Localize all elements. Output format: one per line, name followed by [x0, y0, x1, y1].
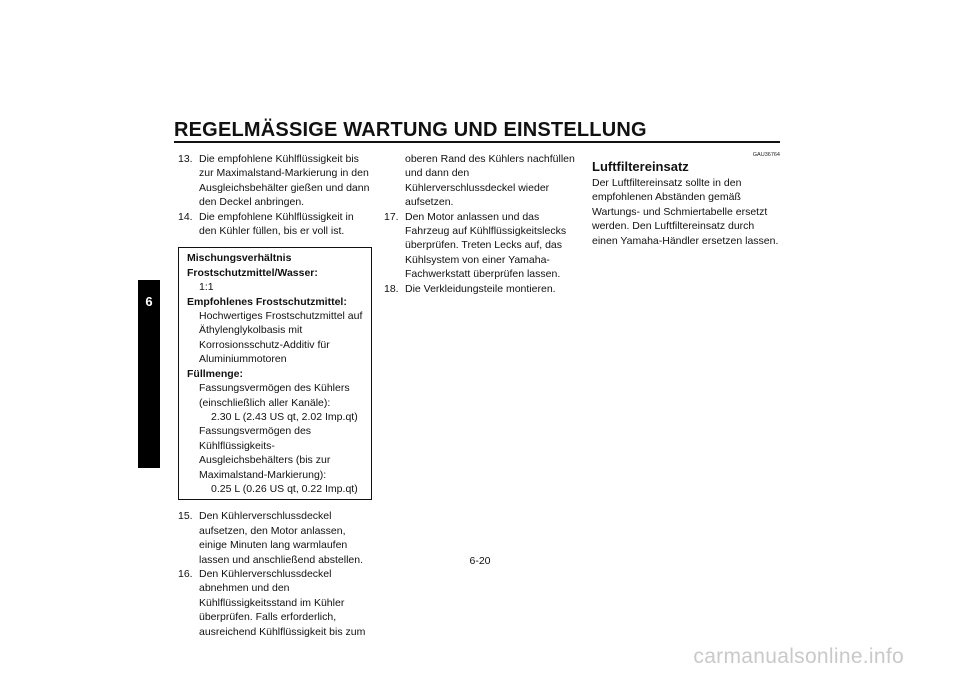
capacity-label: Füllmenge: [187, 367, 244, 380]
step-number: 14. [178, 210, 193, 223]
step-text: Den Kühlerverschlussdeckel aufsetzen, den Motor anlassen, einige Minuten lang warmlaufen lassen und anschließend abstellen. [199, 510, 364, 566]
step-13 [178, 152, 374, 210]
column-1 [178, 152, 374, 639]
step-text: Die empfohlene Kühlflüssigkeit in den Kühler füllen, bis er voll ist. [199, 210, 354, 238]
step-16-continuation [384, 152, 580, 210]
step-number: 15. [178, 510, 193, 523]
step-number: 16. [178, 567, 193, 580]
step-text: Den Kühlerverschlussdeckel abnehmen und den Kühlflüssigkeitsstand im Kühler überprüfen. Falls erforderlich, ausreichend Kühlflüssigkeit bis zum [199, 567, 366, 638]
step-number: 13. [178, 153, 193, 165]
antifreeze-label: Empfohlenes Frostschutzmittel: [187, 295, 347, 308]
page-number: 6-20 [469, 555, 491, 567]
step-text: Die empfohlene Kühlflüssigkeit bis zur Maximalstand-Markierung in den Ausgleichsbehälter gießen und dann den Deckel anbringen. [199, 153, 370, 209]
reservoir-capacity-value: 0.25 L (0.26 US qt, 0.22 Imp.qt) [211, 482, 358, 495]
radiator-capacity-value: 2.30 L (2.43 US qt, 2.02 Imp.qt) [211, 410, 358, 423]
step-16 [178, 567, 374, 639]
reference-code: GAU36764 [752, 152, 780, 158]
step-18 [384, 282, 580, 296]
ratio-label: Mischungsverhältnis Frostschutzmittel/Wasser: [187, 252, 318, 279]
step-15 [178, 509, 374, 567]
step-text: Den Motor anlassen und das Fahrzeug auf Kühlflüssigkeitslecks überprüfen. Treten Lecks auf, das Kühlsystem von einer Yamaha-Fachwerkstatt überprüfen lassen. [405, 210, 567, 281]
column-2 [384, 152, 580, 296]
watermark: carmanualsonline.info [693, 645, 904, 668]
antifreeze-value: Hochwertiges Frostschutzmittel auf Äthylenglykolbasis mit Korrosionsschutz-Additiv für Aluminiummotoren [199, 310, 363, 366]
step-number: 18. [384, 282, 399, 295]
step-number: 17. [384, 210, 399, 223]
step-14 [178, 210, 374, 239]
coolant-spec-box [178, 247, 372, 500]
ratio-value: 1:1 [199, 281, 214, 294]
section-paragraph: Der Luftfiltereinsatz sollte in den empfohlenen Abständen gemäß Wartungs- und Schmiertabelle ersetzt werden. Den Luftfiltereinsatz durch einen Yamaha-Händler ersetzen lassen. [592, 177, 779, 247]
column-3 [592, 152, 782, 248]
chapter-tab [138, 280, 160, 468]
page-header-title: REGELMÄSSIGE WARTUNG UND EINSTELLUNG [174, 119, 647, 141]
section-title: Luftfiltereinsatz [592, 159, 689, 174]
chapter-number: 6 [145, 294, 153, 309]
reservoir-capacity-text: Fassungsvermögen des Kühlflüssigkeits-Ausgleichsbehälters (bis zur Maximalstand-Markierung): [199, 425, 331, 481]
radiator-capacity-text: Fassungsvermögen des Kühlers (einschließlich aller Kanäle): [199, 382, 350, 409]
step-17 [384, 210, 580, 282]
step-text: oberen Rand des Kühlers nachfüllen und dann den Kühlerverschlussdeckel wieder aufsetzen. [405, 153, 575, 209]
step-text: Die Verkleidungsteile montieren. [405, 282, 556, 295]
header-rule [174, 141, 780, 143]
